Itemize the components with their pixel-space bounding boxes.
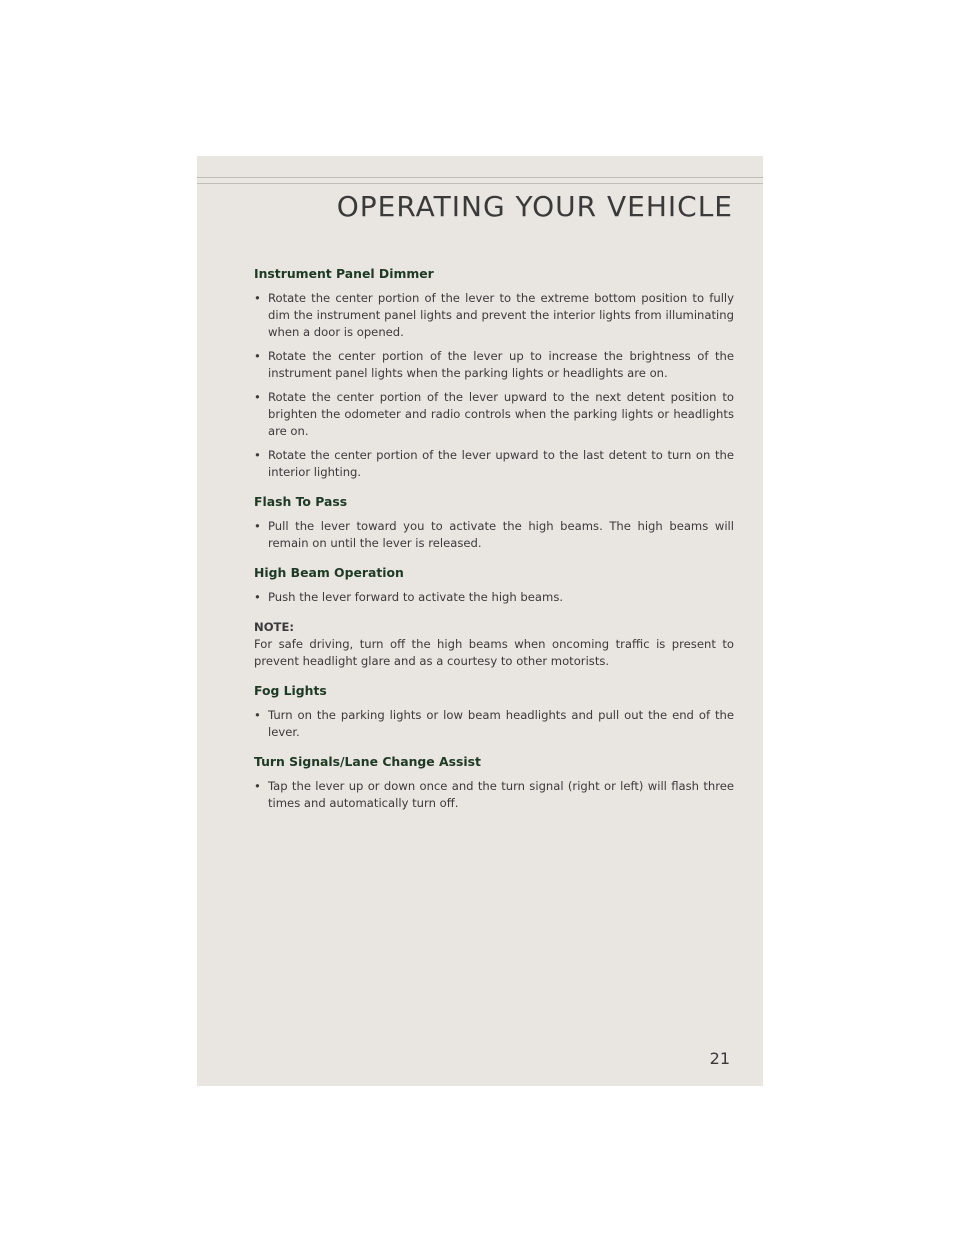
- header-rule-top: [197, 177, 763, 178]
- heading-flash-to-pass: Flash To Pass: [254, 494, 348, 509]
- bullet-list-dimmer: [254, 290, 734, 481]
- header-rule-bottom: [197, 183, 763, 184]
- list-item: • Tap the lever up or down once and the turn signal (right or left) will flash three times and automatically turn off.: [254, 778, 734, 812]
- bullet-list-fog: [254, 707, 734, 741]
- heading-instrument-panel-dimmer: Instrument Panel Dimmer: [254, 266, 434, 281]
- bullet-list-flash: [254, 518, 734, 552]
- manual-page: [197, 156, 763, 1086]
- list-item: • Pull the lever toward you to activate the high beams. The high beams will remain on until the lever is released.: [254, 518, 734, 552]
- list-item: • Rotate the center portion of the lever upward to the last detent to turn on the interior lighting.: [254, 447, 734, 481]
- page-number: 21: [709, 1049, 730, 1068]
- list-item: • Rotate the center portion of the lever to the extreme bottom position to fully dim the instrument panel lights and prevent the interior lights from illuminating when a door is opened.: [254, 290, 734, 341]
- list-item: • Turn on the parking lights or low beam headlights and pull out the end of the lever.: [254, 707, 734, 741]
- bullet-list-turn-signals: [254, 778, 734, 812]
- list-item: • Rotate the center portion of the lever up to increase the brightness of the instrument panel lights when the parking lights or headlights are on.: [254, 348, 734, 382]
- list-item: • Push the lever forward to activate the high beams.: [254, 589, 734, 606]
- page-content: [254, 266, 734, 825]
- heading-high-beam-operation: High Beam Operation: [254, 565, 404, 580]
- bullet-list-high-beam: [254, 589, 734, 606]
- note-label: NOTE:: [254, 620, 295, 634]
- heading-turn-signals: Turn Signals/Lane Change Assist: [254, 754, 481, 769]
- heading-fog-lights: Fog Lights: [254, 683, 327, 698]
- note-text: For safe driving, turn off the high beams when oncoming traffic is present to prevent headlight glare and as a courtesy to other motorists.: [254, 637, 734, 668]
- list-item: • Rotate the center portion of the lever upward to the next detent position to brighten the odometer and radio controls when the parking lights or headlights are on.: [254, 389, 734, 440]
- section-title: OPERATING YOUR VEHICLE: [336, 190, 733, 223]
